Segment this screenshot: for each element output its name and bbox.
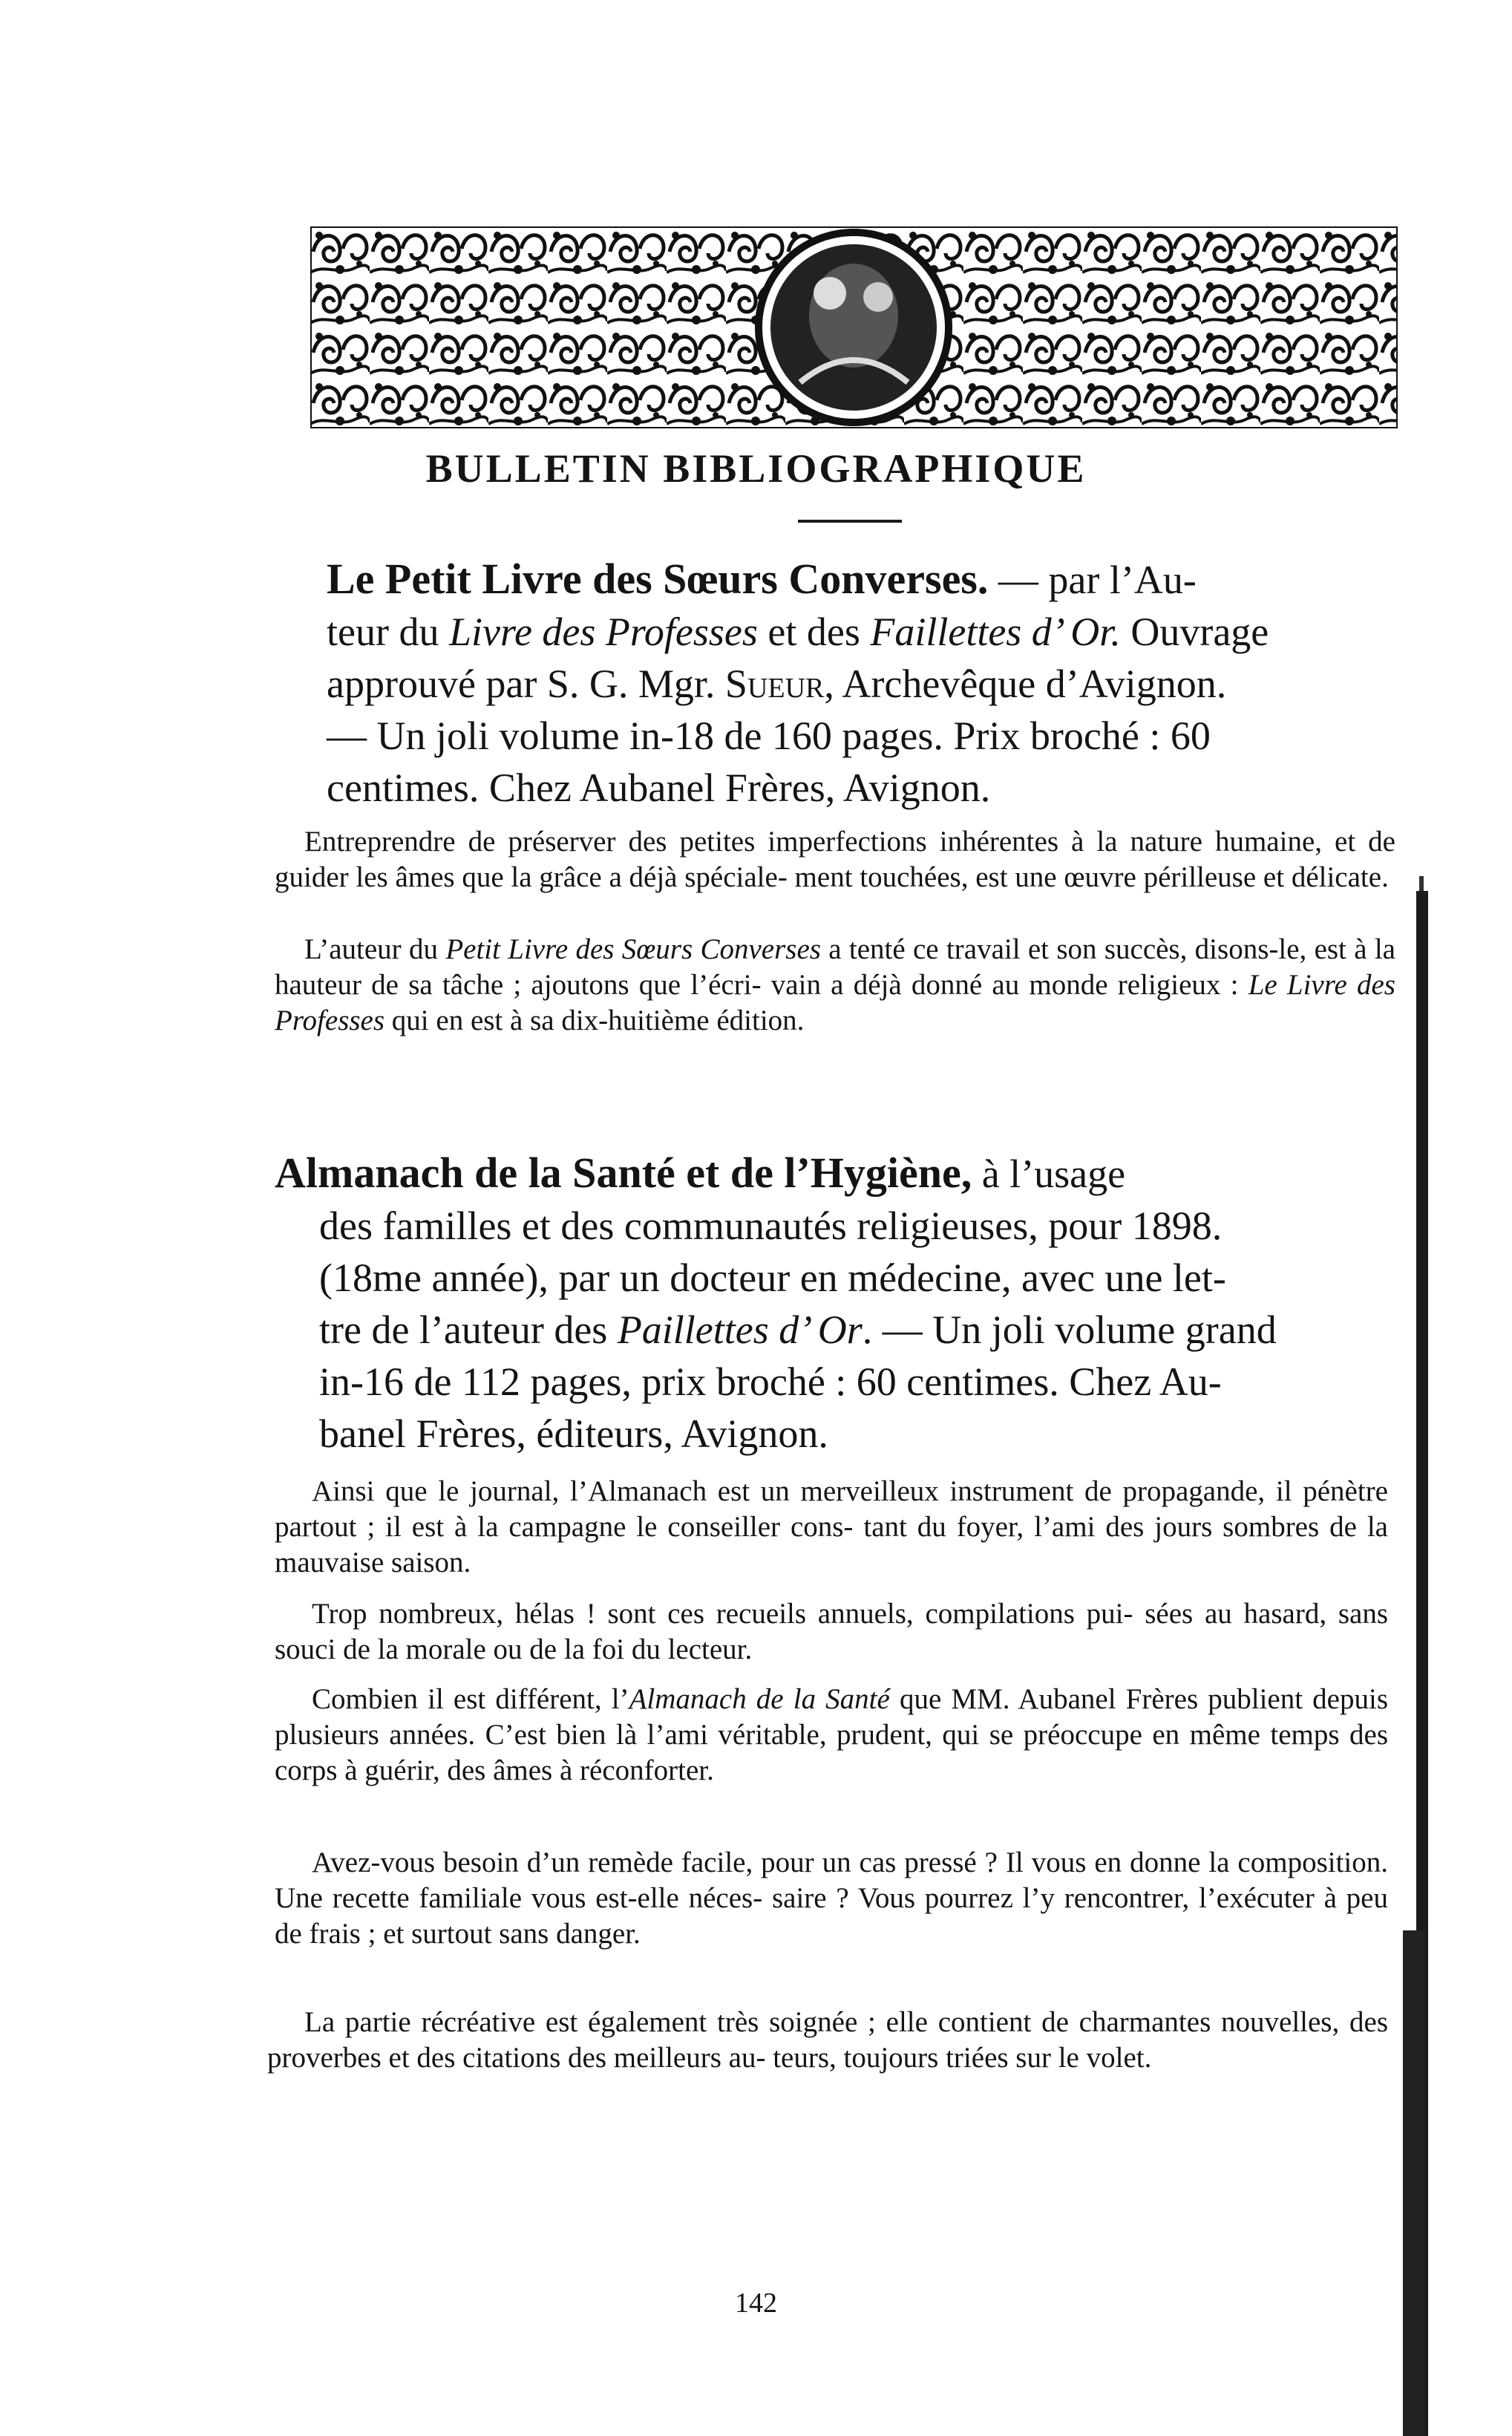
entry-2-line-3: (18me année), par un docteur en médecine, avec une let-	[319, 1255, 1226, 1300]
entry-2-line-5: in-16 de 112 pages, prix broché : 60 centimes. Chez Au-	[319, 1359, 1222, 1404]
title-rule	[798, 520, 902, 523]
entry-2-paragraph-2: Trop nombreux, hélas ! sont ces recueils annuels, compilations pui- sées au hasard, sans souci de la morale ou de la foi du lecteur.	[275, 1598, 1388, 1665]
entry-2-line-4: tre de l’auteur des Paillettes d’ Or. — Un joli volume grand	[319, 1307, 1277, 1352]
entry-1-heading	[327, 553, 1403, 814]
entry-1-paragraph-2: L’auteur du Petit Livre des Sœurs Converses a tenté ce travail et son succès, disons-le, est à la hauteur de sa tâche ; ajoutons que l’écri- vain a déjà donné au monde religieux : Le Livre des Professes qui en est à sa dix-huitième édition.	[275, 933, 1395, 1036]
entry-1-paragraph-1: Entreprendre de préserver des petites imperfections inhérentes à la nature humaine, et de guider les âmes que la grâce a déjà spéciale- ment touchées, est une œuvre périlleuse et délicate.	[275, 826, 1395, 893]
entry-1-title: Le Petit Livre des Sœurs Converses.	[327, 555, 989, 603]
entry-1-line-3: approuvé par S. G. Mgr. Sueur, Archevêque d’Avignon.	[327, 662, 1227, 706]
ornamental-headpiece	[310, 226, 1398, 428]
entry-2-paragraph-3: Combien il est différent, l’Almanach de la Santé que MM. Aubanel Frères publient depuis plusieurs années. C’est bien là l’ami véritable, prudent, qui se préoccupe en même temps des corps à guérir, des âmes à réconforter.	[275, 1683, 1388, 1786]
entry-2-heading	[275, 1147, 1395, 1460]
entry-2-line-1: Almanach de la Santé et de l’Hygiène, à l’usage	[275, 1149, 1126, 1197]
page-title: BULLETIN BIBLIOGRAPHIQUE	[425, 446, 1087, 491]
entry-1-line-4: — Un joli volume in-18 de 160 pages. Prix broché : 60	[327, 714, 1211, 758]
entry-1-line-1: Le Petit Livre des Sœurs Converses. — par l’Au-	[327, 555, 1197, 603]
entry-2-paragraph-5: La partie récréative est également très soignée ; elle contient de charmantes nouvelles, des proverbes et des citations des meilleurs au- teurs, toujours triées sur le volet.	[267, 2006, 1388, 2074]
entry-2-line-6: banel Frères, éditeurs, Avignon.	[319, 1411, 828, 1456]
entry-2-paragraph-1: Ainsi que le journal, l’Almanach est un merveilleux instrument de propagande, il pénètre partout ; il est à la campagne le conseiller cons- tant du foyer, l’ami des jours sombres de la mauvaise saison.	[275, 1475, 1388, 1578]
scan-edge-shadow-lower	[1403, 1930, 1425, 2436]
entry-2-line-2: des familles et des communautés religieuses, pour 1898.	[319, 1204, 1223, 1248]
entry-2-title: Almanach de la Santé et de l’Hygiène,	[275, 1149, 972, 1197]
entry-1-line-5: centimes. Chez Aubanel Frères, Avignon.	[327, 765, 991, 810]
entry-1-line-2: teur du Livre des Professes et des Faillettes d’ Or. Ouvrage	[327, 610, 1269, 654]
page-number: 142	[735, 2288, 777, 2319]
entry-2-paragraph-4: Avez-vous besoin d’un remède facile, pour un cas pressé ? Il vous en donne la composition. Une recette familiale vous est-elle néces- saire ? Vous pourrez l’y rencontrer, l’exécuter à peu de frais ; et surtout sans danger.	[275, 1846, 1388, 1950]
